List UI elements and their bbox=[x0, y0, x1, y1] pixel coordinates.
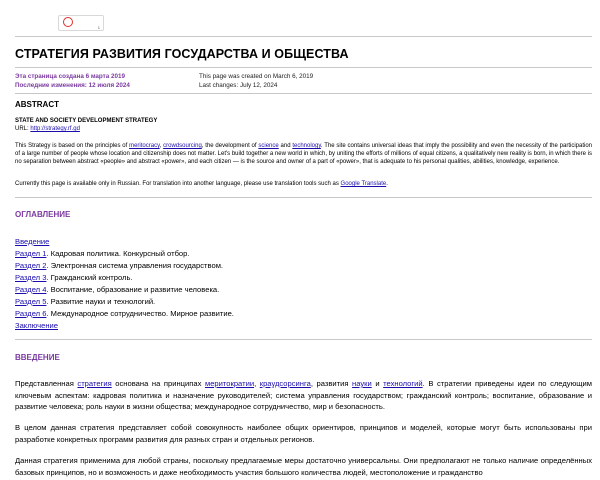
toc-item bbox=[15, 284, 234, 296]
link-meritocracy-en[interactable]: meritocracy bbox=[129, 143, 160, 149]
intro-text-1: Представленная bbox=[15, 379, 78, 388]
title-divider bbox=[15, 67, 592, 68]
intro-paragraph-1 bbox=[15, 378, 592, 413]
link-meritocracy-ru[interactable]: меритократии bbox=[204, 379, 255, 388]
toc-link-conclusion[interactable]: Заключение bbox=[15, 321, 59, 330]
created-date-ru: Эта страница создана 6 марта 2019 bbox=[15, 73, 126, 80]
language-widget[interactable] bbox=[58, 15, 104, 31]
language-badge: 1 bbox=[97, 25, 100, 30]
table-of-contents bbox=[15, 236, 234, 332]
toc-link-section-1[interactable]: Раздел 1 bbox=[15, 249, 47, 258]
intro-heading: ВВЕДЕНИЕ bbox=[15, 353, 60, 362]
toc-item-text: . Кадровая политика. Конкурсный отбор. bbox=[46, 249, 190, 258]
toc-item-text: . Международное сотрудничество. Мирное развитие. bbox=[46, 309, 234, 318]
link-crowdsourcing-en[interactable]: crowdsourcing bbox=[163, 143, 202, 149]
link-science-ru[interactable]: науки bbox=[352, 379, 372, 388]
toc-link-section-3[interactable]: Раздел 3 bbox=[15, 273, 47, 282]
toc-item-text: . Развитие науки и технологий. bbox=[46, 297, 156, 306]
link-strategy-ru[interactable]: стратегия bbox=[77, 379, 112, 388]
abstract-url-line bbox=[15, 126, 80, 132]
intro-text-6: . В стратегии приведены идеи по следующим ключевым аспектам: кадровая политика и назначение руководителей; система управления государством; гражданский контроль; воспитание, образование и развитие человека; роль науки в жизни общества; международное сотрудничество, мир и безопасность. bbox=[15, 379, 592, 411]
translate-text-1: Currently this page is available only in Russian. For translation into another language, please use translation tools such as bbox=[15, 181, 341, 187]
toc-item-text: . Электронная система управления государством. bbox=[46, 261, 224, 270]
intro-paragraph-3: Данная стратегия применима для любой страны, поскольку предлагаемые меры достаточно универсальны. Они предполагают не только наличие определённых базовых принципов, но и возможность и даже необходимость участия большого количества людей, местоположение и гражданство bbox=[15, 456, 592, 477]
translate-note bbox=[15, 181, 388, 187]
intro-paragraph-2: В целом данная стратегия представляет собой совокупность наиболее общих ориентиров, принципов и моделей, которые могут быть использованы при разработке конкретных программ развития для разных стран и отдельных регионов. bbox=[15, 423, 592, 444]
abstract-paragraph bbox=[15, 142, 592, 166]
dates-ru bbox=[15, 73, 130, 90]
intro-text-2: основана на принципах bbox=[111, 379, 205, 388]
translate-text-2: . bbox=[386, 181, 388, 187]
toc-item bbox=[15, 308, 234, 320]
toc-item bbox=[15, 320, 234, 332]
google-translate-link[interactable]: Google Translate bbox=[340, 181, 387, 187]
toc-item bbox=[15, 248, 234, 260]
toc-link-section-4[interactable]: Раздел 4 bbox=[15, 285, 47, 294]
link-science-en[interactable]: science bbox=[258, 143, 279, 149]
toc-divider bbox=[15, 339, 592, 340]
toc-item bbox=[15, 296, 234, 308]
intro-text-4: , развития bbox=[310, 379, 353, 388]
link-crowdsourcing-ru[interactable]: краудсорсинга bbox=[259, 379, 311, 388]
toc-item bbox=[15, 260, 234, 272]
dates-divider bbox=[15, 93, 592, 94]
url-label: URL: bbox=[15, 126, 29, 132]
abstract-text-1: This Strategy is based on the principles of bbox=[15, 143, 130, 149]
updated-date-ru: Последние изменения: 12 июля 2024 bbox=[15, 81, 130, 89]
abstract-heading: ABSTRACT bbox=[15, 100, 59, 109]
abstract-divider bbox=[15, 197, 592, 198]
site-url-link[interactable]: http://strategy.rf.gd bbox=[30, 126, 80, 132]
toc-link-section-6[interactable]: Раздел 6 bbox=[15, 309, 47, 318]
top-divider bbox=[15, 36, 592, 37]
intro-text-5: и bbox=[371, 379, 384, 388]
created-date-en: This page was created on March 6, 2019 bbox=[199, 73, 314, 80]
toc-heading: ОГЛАВЛЕНИЕ bbox=[15, 210, 71, 219]
toc-item-text: . Гражданский контроль. bbox=[46, 273, 133, 282]
toc-item bbox=[15, 236, 234, 248]
toc-link-section-2[interactable]: Раздел 2 bbox=[15, 261, 47, 270]
abstract-text-4: and bbox=[278, 143, 293, 149]
abstract-text-2: , bbox=[159, 143, 164, 149]
updated-date-en: Last changes: July 12, 2024 bbox=[199, 81, 278, 89]
link-technology-en[interactable]: technology bbox=[292, 143, 321, 149]
abstract-strategy-name: STATE AND SOCIETY DEVELOPMENT STRATEGY bbox=[15, 118, 158, 124]
toc-item bbox=[15, 272, 234, 284]
link-technology-ru[interactable]: технологий bbox=[383, 379, 423, 388]
intro-text-3: , bbox=[254, 379, 260, 388]
toc-item-text: . Воспитание, образование и развитие человека. bbox=[46, 285, 220, 294]
abstract-text-3: , the development of bbox=[201, 143, 259, 149]
abstract-text-5: . The site contains universal ideas that imply the possibility and even the necessity of the participation of a large number of people whose location and citizenship does not matter. Let's build together a new world in which, by uniting the efforts of millions of equal citizens, a qualitatively new reality is born, in which there is no separation between abstract «people» and abstract «power», and each citizen — is the source and owner of a part of «power», that is adequate to his personal qualities, abilities, knowledge, experience. bbox=[15, 143, 592, 166]
dates-en bbox=[199, 73, 313, 90]
page-title: СТРАТЕГИЯ РАЗВИТИЯ ГОСУДАРСТВА И ОБЩЕСТВА bbox=[15, 47, 349, 61]
translate-circle-icon[interactable] bbox=[63, 17, 73, 27]
toc-link-section-5[interactable]: Раздел 5 bbox=[15, 297, 47, 306]
toc-link-intro[interactable]: Введение bbox=[15, 237, 50, 246]
